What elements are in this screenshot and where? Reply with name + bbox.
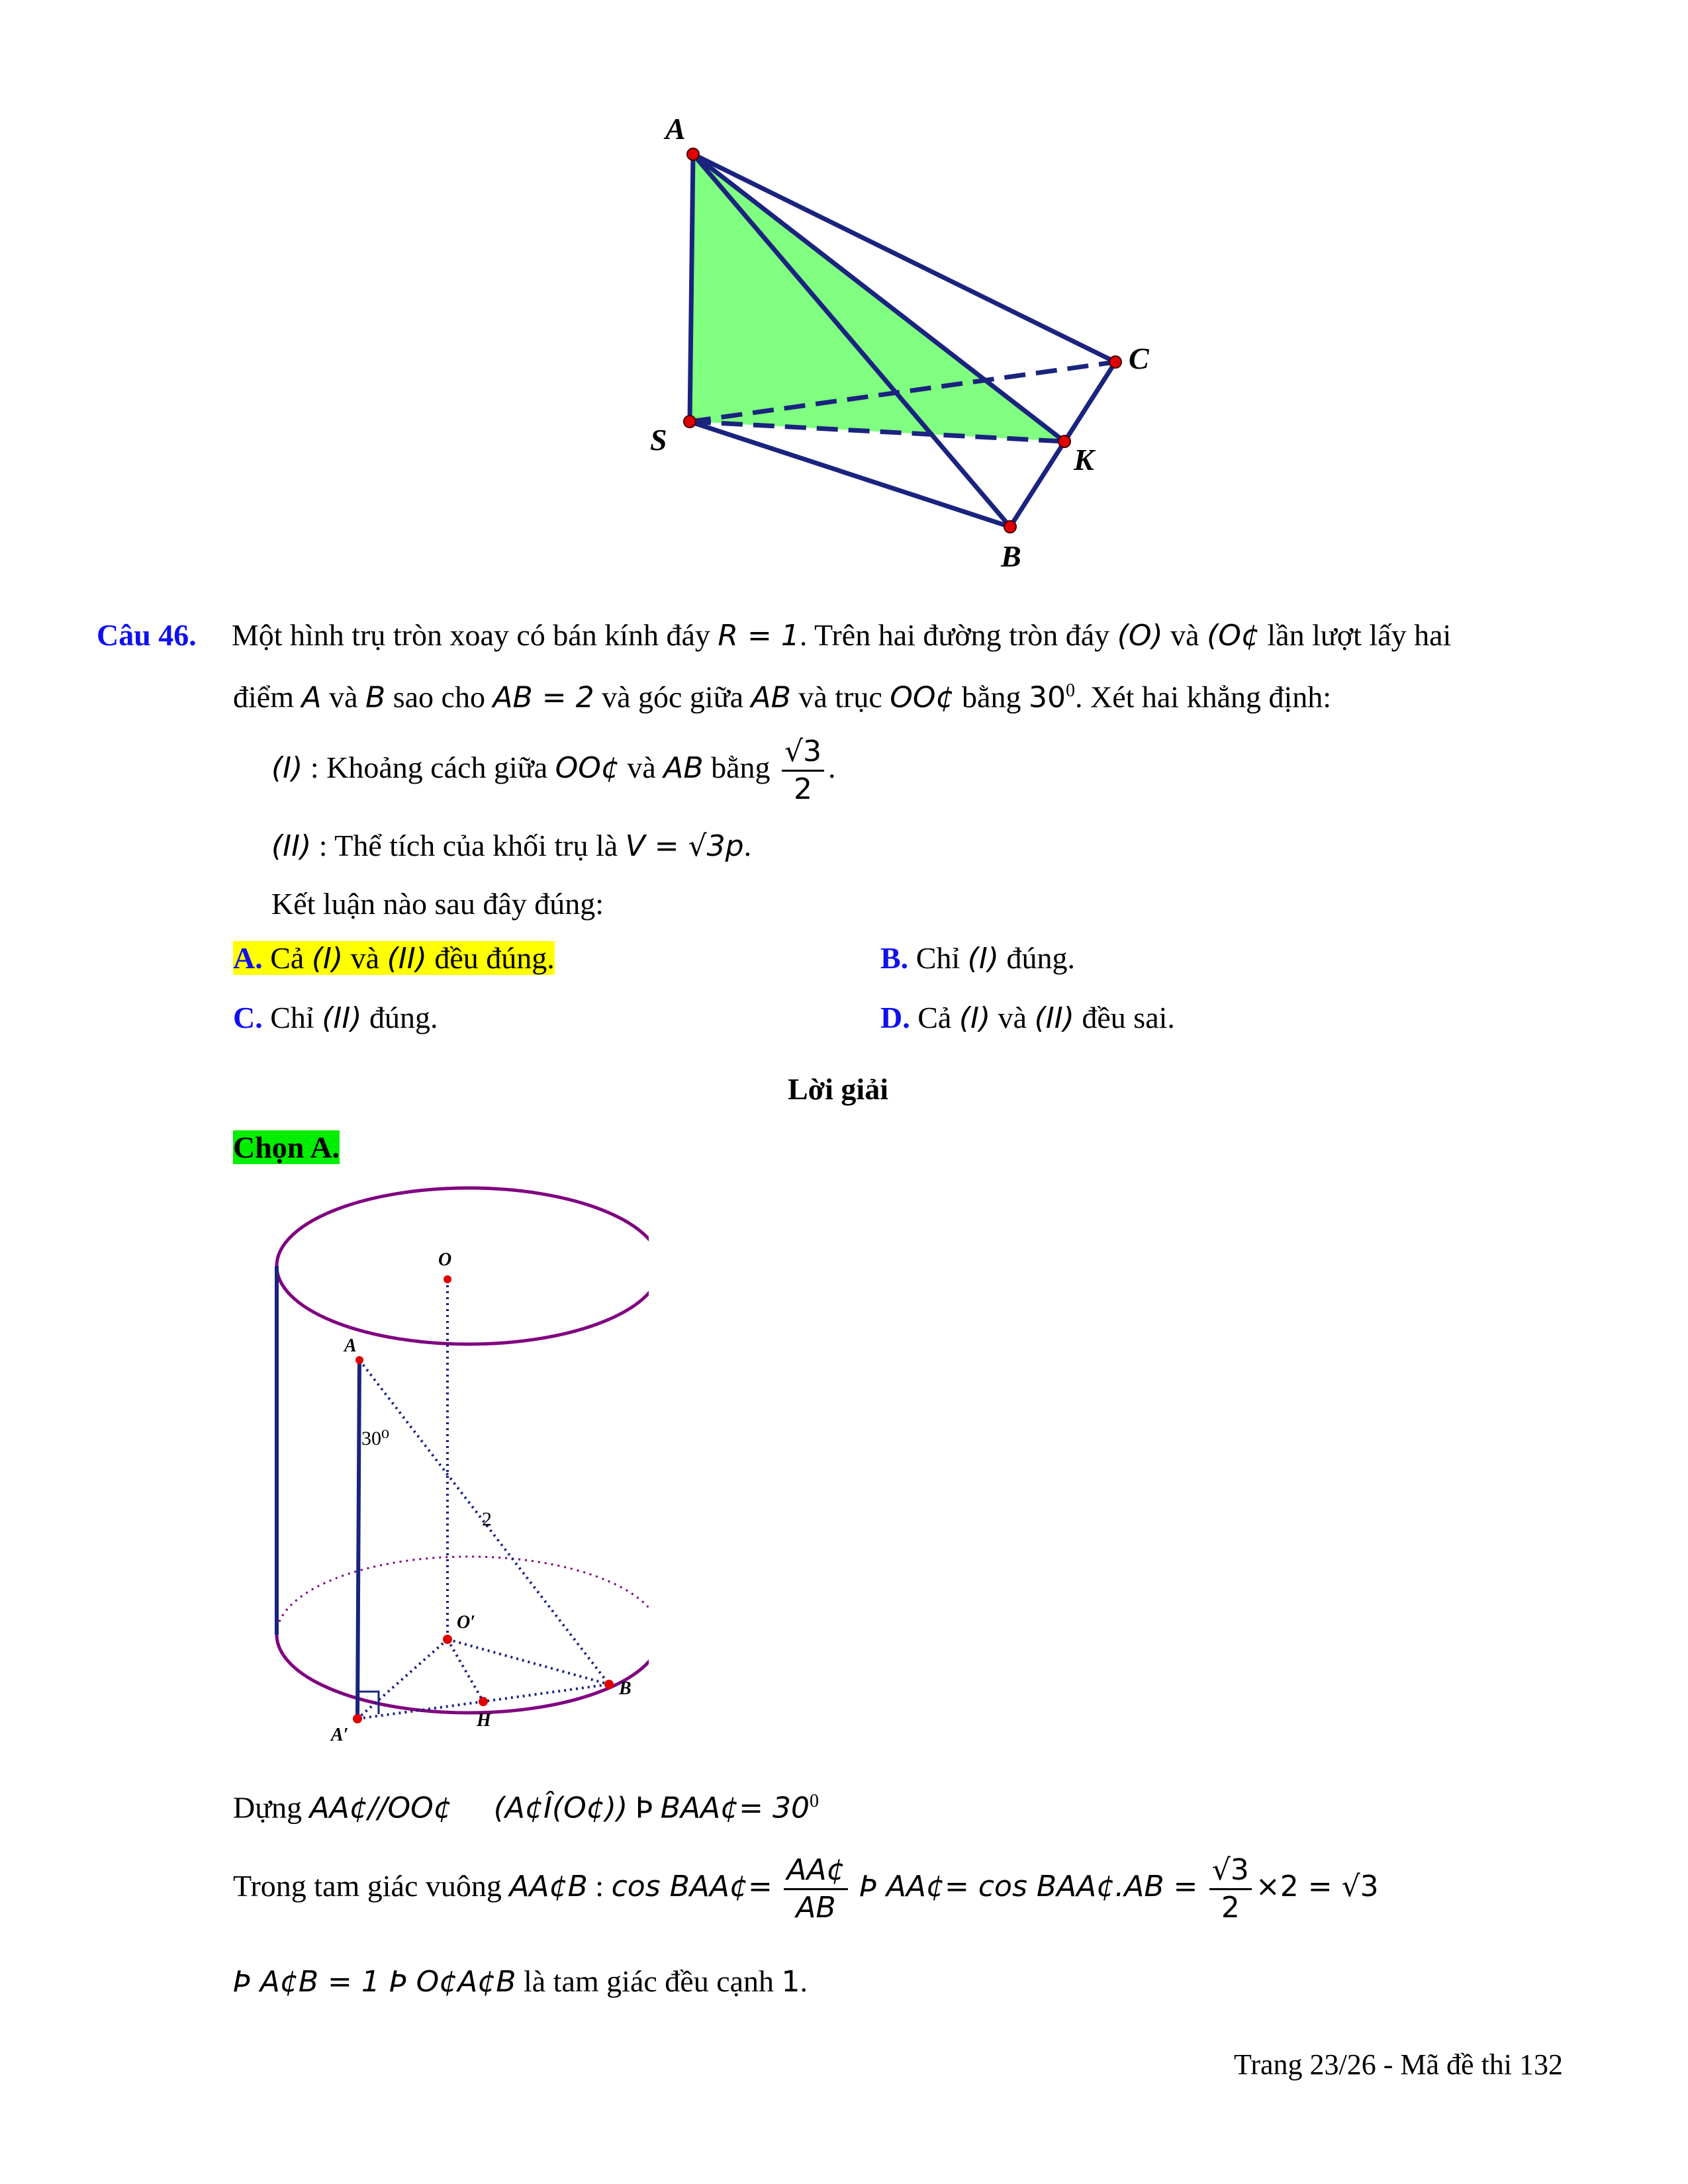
math-circle-o: (O)	[1117, 619, 1163, 653]
math-oo-prime: OO¢	[555, 751, 620, 785]
fraction-denominator: AB	[796, 1890, 836, 1925]
math-result: ×2 = √3	[1255, 1870, 1379, 1903]
option-c-label: C.	[233, 1001, 263, 1034]
math-oo-prime: OO¢	[890, 680, 955, 715]
math-compute-aa: Þ AA¢= cos BAA¢.AB =	[859, 1870, 1198, 1903]
text: : Khoảng cách giữa	[310, 751, 548, 784]
math-b: B	[365, 680, 386, 715]
point-o	[444, 1275, 451, 1283]
label-b: B	[1001, 539, 1021, 573]
cylinder-figure	[238, 1181, 649, 1751]
text: Một hình trụ tròn xoay có bán kính đáy	[231, 618, 710, 652]
math-roman-i: (I)	[271, 751, 303, 785]
math-membership: (A¢Î(O¢))	[493, 1791, 628, 1825]
fraction-aa-over-ab	[784, 1852, 847, 1926]
segment-o-prime-b	[447, 1639, 609, 1684]
point-a-prime	[353, 1714, 362, 1723]
bottom-base-front	[277, 1635, 649, 1713]
math-roman-i: (I)	[311, 942, 344, 976]
fraction-sqrt3-over-2	[782, 734, 824, 807]
chosen-answer	[233, 1128, 340, 1167]
point-s	[684, 416, 696, 428]
option-a-label: A.	[233, 941, 263, 975]
label-k: K	[1074, 443, 1094, 477]
label-s: S	[650, 423, 667, 457]
point-b	[604, 1680, 614, 1689]
text: Cả	[917, 1001, 952, 1034]
math-ab-equals-2: AB = 2	[492, 680, 594, 715]
text: đúng.	[369, 1001, 438, 1034]
math-roman-ii: (II)	[322, 1001, 362, 1035]
math-roman-i: (I)	[967, 942, 999, 976]
solution-line-1	[233, 1782, 819, 1828]
math-parallel: AA¢//OO¢	[309, 1791, 452, 1825]
text: đúng.	[1006, 941, 1075, 975]
fraction-numerator: √3	[782, 734, 824, 772]
option-a-highlight	[233, 941, 555, 975]
text: :	[595, 1869, 604, 1903]
solution-line-3	[233, 1962, 808, 2002]
label-o-prime: O′	[457, 1612, 476, 1633]
fraction-denominator: 2	[794, 772, 813, 806]
question-number: Câu 46.	[97, 618, 197, 652]
edge-as	[690, 154, 693, 422]
text: đều sai.	[1082, 1001, 1175, 1034]
math-roman-ii: (II)	[271, 829, 312, 863]
label-length-2: 2	[482, 1508, 492, 1530]
question-line-2	[233, 671, 1331, 717]
conclusion-prompt: Kết luận nào sau đây đúng:	[271, 887, 604, 921]
text: và	[1170, 618, 1199, 652]
segment-o-prime-h	[447, 1639, 483, 1702]
text: và trục	[798, 680, 882, 714]
statement-2	[271, 826, 751, 866]
option-b-label: B.	[880, 941, 909, 975]
text: sao cho	[393, 680, 485, 714]
point-a	[687, 148, 699, 160]
point-b	[1004, 521, 1016, 533]
text: đều đúng.	[434, 941, 555, 975]
math-r-equals-1: R = 1	[718, 619, 800, 653]
point-a	[355, 1356, 363, 1364]
label-c: C	[1129, 341, 1149, 375]
text: và	[627, 751, 656, 784]
option-c[interactable]	[233, 998, 438, 1038]
math-circle-o-prime: (O¢	[1207, 619, 1260, 653]
fraction-sqrt3-over-2	[1209, 1852, 1252, 1926]
point-o-prime	[443, 1635, 452, 1644]
point-c	[1109, 356, 1121, 368]
solution-line-2	[233, 1846, 1379, 1927]
text: lần lượt lấy hai	[1267, 618, 1452, 652]
text: .	[800, 1964, 808, 1998]
label-a: A	[665, 112, 686, 146]
math-ab: AB	[751, 680, 791, 715]
fraction-numerator: √3	[1209, 1852, 1252, 1890]
math-30: 30	[1028, 680, 1066, 715]
option-d[interactable]	[880, 998, 1175, 1038]
option-d-label: D.	[880, 1001, 910, 1034]
math-implies: Þ	[635, 1791, 653, 1825]
pyramid-figure	[635, 106, 1178, 582]
math-a: A	[301, 680, 322, 715]
question-line-1	[97, 615, 1451, 656]
statement-1	[271, 728, 836, 808]
degree-sup: 0	[810, 1791, 819, 1811]
text: là tam giác đều cạnh	[523, 1964, 774, 1998]
text: Dựng	[233, 1790, 303, 1825]
label-o: O	[438, 1250, 452, 1270]
text: Cả	[270, 941, 305, 975]
math-cos-angle: cos BAA¢=	[611, 1870, 773, 1903]
point-k	[1058, 435, 1070, 447]
text: và góc giữa	[602, 680, 744, 714]
label-a: A	[344, 1336, 357, 1356]
math-side-1: 1	[781, 1965, 800, 1999]
text: Trong tam giác vuông	[233, 1869, 502, 1903]
page-footer: Trang 23/26 - Mã đề thi 132	[1234, 2048, 1564, 2081]
math-equilateral: Þ A¢B = 1 Þ O¢A¢B	[233, 1965, 516, 1999]
text: và	[998, 1001, 1027, 1034]
degree-sup: 0	[1065, 680, 1075, 701]
math-angle-equals-30: BAA¢= 30	[660, 1791, 810, 1825]
fraction-numerator: AA¢	[784, 1852, 847, 1890]
math-roman-ii: (II)	[1034, 1001, 1074, 1035]
text: và	[329, 680, 358, 714]
text: : Thể tích của khối trụ là	[318, 829, 618, 862]
text: và	[350, 941, 380, 975]
label-angle-30: 30⁰	[361, 1428, 390, 1449]
label-b: B	[619, 1678, 632, 1699]
text: điểm	[233, 680, 294, 714]
text: . Trên hai đường tròn đáy	[799, 618, 1110, 652]
text: .	[828, 751, 836, 784]
option-a[interactable]	[233, 938, 555, 979]
option-b[interactable]	[880, 938, 1075, 979]
point-h	[479, 1697, 488, 1706]
solution-heading: Lời giải	[788, 1072, 888, 1106]
chosen-answer-label: Chọn A.	[233, 1130, 340, 1164]
text: Chỉ	[270, 1001, 314, 1034]
label-a-prime: A′	[331, 1725, 349, 1745]
fraction-denominator: 2	[1221, 1890, 1240, 1925]
text: Chỉ	[915, 941, 961, 975]
math-roman-ii: (II)	[387, 942, 427, 976]
math-roman-i: (I)	[959, 1001, 991, 1035]
segment-aa-prime	[357, 1360, 359, 1719]
text: . Xét hai khẳng định:	[1074, 680, 1332, 714]
text: .	[743, 829, 752, 862]
math-triangle: AA¢B	[509, 1870, 588, 1903]
top-base-ellipse	[277, 1188, 649, 1344]
text: bằng	[711, 751, 771, 784]
label-h: H	[477, 1710, 491, 1731]
math-ab: AB	[663, 751, 704, 785]
math-volume: V = √3p	[625, 829, 744, 863]
text: bằng	[962, 680, 1021, 714]
